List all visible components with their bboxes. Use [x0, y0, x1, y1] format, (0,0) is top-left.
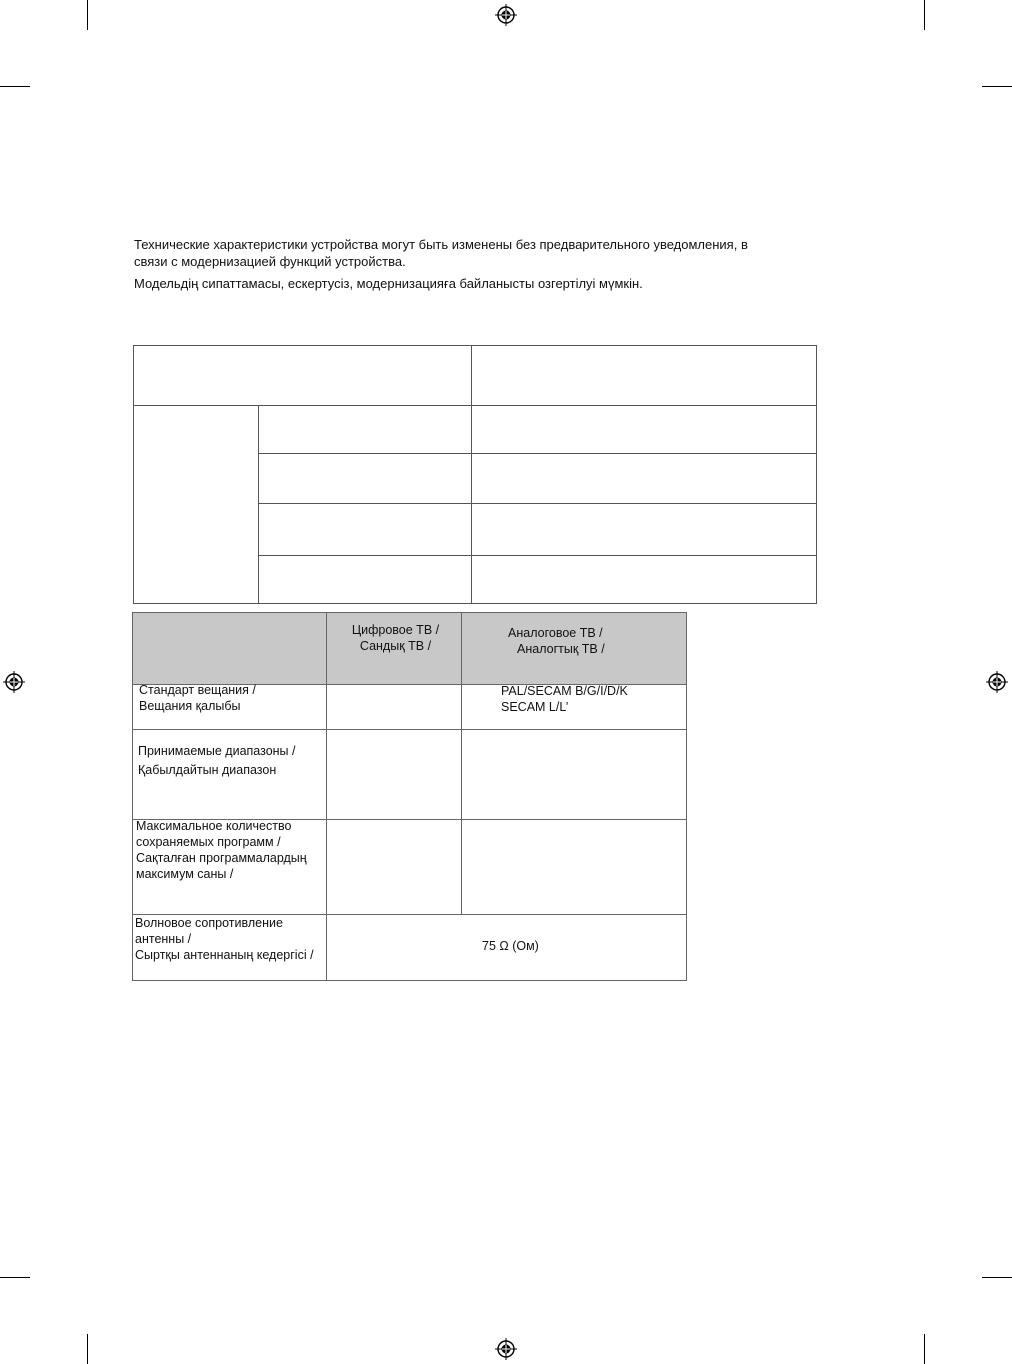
intro-line-3: Модельдің сипаттамасы, ескертусіз, модернизацияға байланысты озгертілуі мүмкін. [134, 276, 643, 291]
header-digital: Цифровое ТВ / Сандық ТВ / [351, 623, 440, 653]
registration-mark-bottom-icon [495, 1338, 517, 1360]
crop-mark-bottom-left-h [0, 1277, 30, 1278]
crop-mark-bottom-left-v [87, 1334, 88, 1364]
header-analog: Аналоговое ТВ / Аналогтық ТВ / [508, 626, 605, 656]
registration-mark-top-icon [495, 4, 517, 26]
crop-mark-top-right-v [924, 0, 925, 30]
registration-mark-left-icon [3, 671, 25, 693]
row-antenna-impedance-value: 75 Ω (Ом) [482, 939, 539, 953]
broadcast-spec-table [132, 612, 687, 981]
intro-line-1: Технические характеристики устройства могут быть изменены без предварительного уведомления, в [134, 237, 748, 252]
crop-mark-top-right-h [982, 86, 1012, 87]
crop-mark-top-left-h [0, 86, 30, 87]
row-broadcast-standard-analog: PAL/SECAM B/G/I/D/K SECAM L/L’ [501, 684, 628, 714]
intro-line-2: связи с модернизацией функций устройства. [134, 254, 406, 269]
row-antenna-impedance-label: Волновое сопротивление антенны / Сыртқы антеннаның кедергісі / [135, 916, 314, 962]
row-max-programs-label: Максимальное количество сохраняемых программ / Сақталған программалардың максимум саны / [136, 819, 307, 881]
crop-mark-bottom-right-v [924, 1334, 925, 1364]
crop-mark-bottom-right-h [982, 1277, 1012, 1278]
registration-mark-right-icon [986, 671, 1008, 693]
crop-mark-top-left-v [87, 0, 88, 30]
row-broadcast-standard-label: Стандарт вещания / Вещания қалыбы [139, 683, 256, 713]
row-receiving-bands-label: Принимаемые диапазоны / Қабылдайтын диапазон [138, 744, 296, 777]
empty-table-frame [133, 345, 817, 604]
